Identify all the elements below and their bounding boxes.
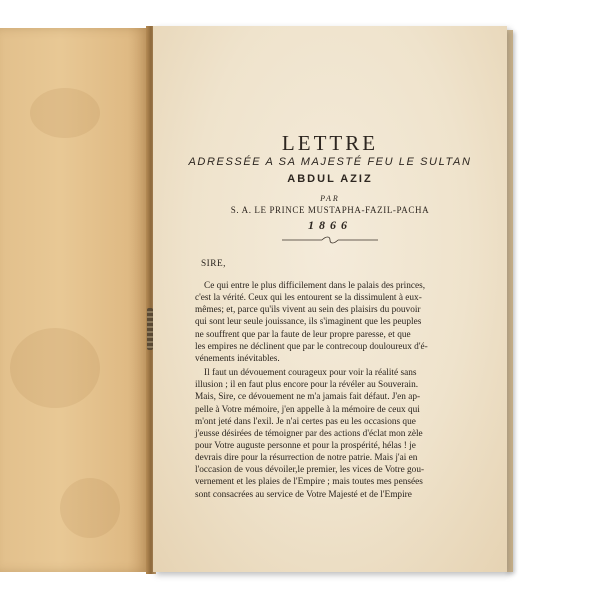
text-line: m'ont jeté dans l'exil. Je n'ai certes pas eu les occasions que [195,416,416,427]
text-line: Mais, Sire, ce dévouement ne m'a jamais fait défaut. J'en ap- [195,392,421,403]
paper-stain [60,478,120,538]
text-line: j'eusse désirées de témoigner par des actions d'éclat mon zèle [195,428,423,439]
text-line: pelle à Votre mémoire, j'en appelle à la mémoire de ceux qui [195,404,420,415]
text-line: vernement et les plaies de l'Empire ; mais toutes mes pensées [195,477,423,488]
text-line: vénements inévitables. [195,353,280,364]
left-page [0,28,150,572]
salutation: SIRE, [201,259,226,269]
text-line: illusion ; il en faut plus encore pour la révéler au Souverain. [195,380,419,391]
ornament-divider-icon [280,236,380,244]
text-line: ne souffrent que par la faute de leur propre paresse, et que [195,329,411,340]
document-subtitle: ADRESSÉE A SA MAJESTÉ FEU LE SULTAN [188,156,472,168]
paper-stain [10,328,100,408]
by-line-label: PAR [320,194,340,203]
sultan-name: ABDUL AZIZ [287,173,373,185]
author-name: S. A. LE PRINCE MUSTAPHA-FAZIL-PACHA [230,205,430,215]
text-line: Ce qui entre le plus difficilement dans le palais des princes, [204,281,426,291]
text-line: Il faut un dévouement courageux pour voir la réalité sans [204,368,417,379]
text-line: l'occasion de vous dévoiler,le premier, les vices de Votre gou- [195,465,425,476]
paper-stain [30,88,100,138]
text-line: les empires ne déclinent que par le contrecoup douloureux d'é- [195,341,428,352]
text-line: pour Votre auguste personne et pour la prospérité, hélas ! je [195,440,416,451]
text-line: sont consacrées au service de Votre Majesté et de l'Empire [195,489,412,500]
text-line: c'est la vérité. Ceux qui les entourent se la dissimulent à eux- [195,293,422,304]
document-title: LETTRE [281,131,379,155]
year: 1866 [308,218,352,232]
text-line: qui sont leur seule jouissance, ils s'imaginent que les peuples [195,317,422,328]
text-line: devrais dire pour la résurrection de notre patrie. Mais j'ai en [195,453,418,464]
text-line: mêmes; et, parce qu'ils vivent au sein des plaisirs du pouvoir [195,305,421,316]
